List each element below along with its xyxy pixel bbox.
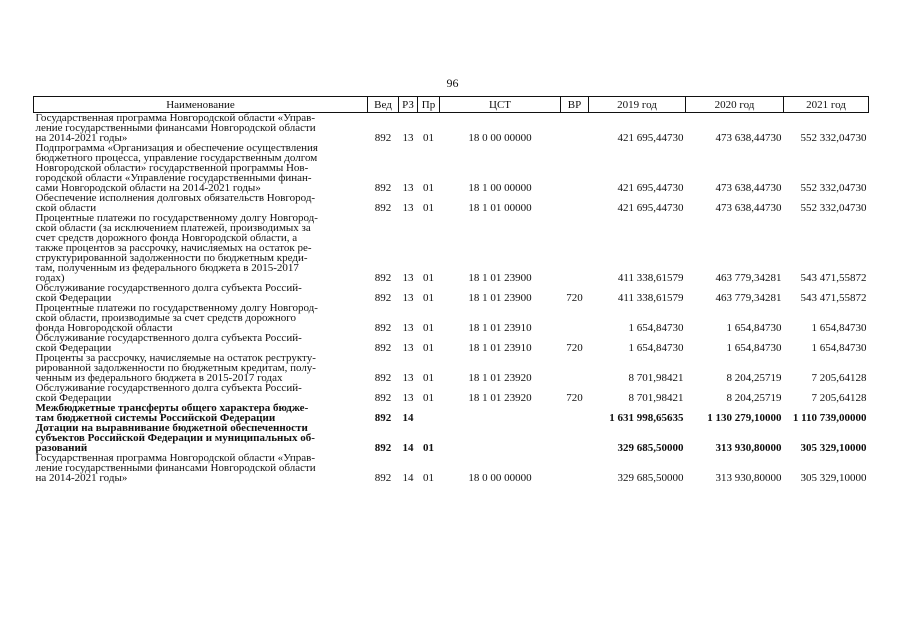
amount-2020-cell: 463 779,34281 (715, 292, 782, 304)
pr-cell: 01 (423, 472, 434, 484)
ved-cell: 892 (374, 322, 392, 334)
row-name-cell (34, 453, 368, 483)
table-row (34, 303, 869, 333)
table-row (34, 453, 869, 483)
row-name-line: Государственная программа Новгородской области «Управ- (35, 112, 316, 124)
table-header-row (34, 97, 869, 113)
row-name-cell (34, 303, 368, 333)
cst-cell: 18 1 01 23910 (468, 322, 532, 334)
pr-cell: 01 (423, 392, 434, 404)
amount-2021-cell: 552 332,04730 (800, 132, 867, 144)
header-pr: Пр (418, 97, 440, 113)
row-name-line: Дотации на выравнивание бюджетной обеспеченности (35, 422, 308, 434)
ved-cell: 892 (374, 412, 392, 424)
table-row (34, 213, 869, 283)
header-year-2020: 2020 год (686, 97, 784, 113)
table-body (34, 113, 869, 484)
row-name-cell (34, 383, 368, 403)
table-row (34, 333, 869, 353)
row-name-line: ской Федерации (35, 392, 112, 404)
row-name-line: Обслуживание государственного долга субъекта Россий- (35, 282, 302, 294)
amount-2020-cell: 313 930,80000 (715, 442, 782, 454)
row-name-line: Обслуживание государственного долга субъекта Россий- (35, 382, 302, 394)
pr-cell: 01 (423, 202, 434, 214)
row-name-line: там, полученным из федерального бюджета в 2015-2017 (35, 262, 299, 274)
amount-2019-cell: 329 685,50000 (617, 472, 684, 484)
cst-cell: 18 1 01 23910 (468, 342, 532, 354)
row-name-cell (34, 213, 368, 283)
page-number: 96 (446, 76, 459, 90)
table-row (34, 283, 869, 303)
amount-2020-cell: 8 204,25719 (726, 372, 782, 384)
table-row (34, 383, 869, 403)
row-name-line: там бюджетной системы Российской Федерации (35, 412, 276, 424)
rz-cell: 13 (402, 182, 414, 194)
vr-cell: 720 (566, 392, 583, 404)
header-cst: ЦСТ (440, 97, 561, 113)
row-name-line: ской области, производимые за счет средств дорожного (35, 312, 296, 324)
amount-2019-cell: 1 631 998,65635 (609, 412, 684, 424)
vr-cell (561, 423, 589, 453)
ved-cell: 892 (374, 292, 392, 304)
cst-cell (440, 423, 561, 453)
amount-2020-cell: 463 779,34281 (715, 272, 782, 284)
budget-table (33, 96, 869, 483)
row-name-line: разований (35, 442, 88, 454)
header-vr: ВР (561, 97, 589, 113)
amount-2020-cell: 1 654,84730 (726, 342, 782, 354)
row-name-cell (34, 113, 368, 144)
row-name-line: структурированной задолженности по бюджетным креди- (35, 252, 308, 264)
vr-cell (561, 193, 589, 213)
cst-cell: 18 1 00 00000 (468, 182, 532, 194)
amount-2020-cell: 1 130 279,10000 (707, 412, 782, 424)
amount-2019-cell: 411 338,61579 (617, 292, 684, 304)
cst-cell: 18 0 00 00000 (468, 472, 532, 484)
row-name-cell (34, 283, 368, 303)
pr-cell: 01 (423, 182, 434, 194)
ved-cell: 892 (374, 202, 392, 214)
row-name-line: ление государственными финансами Новгородской области (35, 462, 316, 474)
cst-cell: 18 0 00 00000 (468, 132, 532, 144)
vr-cell (561, 113, 589, 144)
row-name-cell (34, 403, 368, 423)
amount-2021-cell: 552 332,04730 (800, 202, 867, 214)
header-year-2021: 2021 год (784, 97, 869, 113)
header-year-2019: 2019 год (589, 97, 686, 113)
row-name-line: ление государственными финансами Новгородской области (35, 122, 316, 134)
vr-cell: 720 (566, 292, 583, 304)
amount-2020-cell: 473 638,44730 (715, 132, 782, 144)
row-name-cell (34, 353, 368, 383)
vr-cell (561, 213, 589, 283)
row-name-cell (34, 143, 368, 193)
row-name-line: Обеспечение исполнения долговых обязательств Новгород- (35, 192, 316, 204)
vr-cell (561, 403, 589, 423)
cst-cell: 18 1 01 23920 (468, 372, 532, 384)
amount-2021-cell: 305 329,10000 (800, 442, 867, 454)
amount-2021-cell: 543 471,55872 (800, 272, 867, 284)
pr-cell: 01 (423, 442, 434, 454)
amount-2021-cell: 1 654,84730 (811, 322, 867, 334)
amount-2019-cell: 8 701,98421 (628, 372, 684, 384)
amount-2019-cell: 421 695,44730 (617, 132, 684, 144)
cst-cell: 18 1 01 23920 (468, 392, 532, 404)
row-name-line: городской области «Управление государственными финан- (35, 172, 312, 184)
amount-2021-cell: 305 329,10000 (800, 472, 867, 484)
amount-2020-cell: 1 654,84730 (726, 322, 782, 334)
pr-cell: 01 (423, 322, 434, 334)
row-name-line: Процентные платежи по государственному долгу Новгород- (35, 302, 318, 314)
rz-cell: 13 (402, 202, 414, 214)
row-name-line: рированной задолженности по бюджетным кредитам, полу- (35, 362, 316, 374)
amount-2019-cell: 1 654,84730 (628, 322, 684, 334)
amount-2019-cell: 411 338,61579 (617, 272, 684, 284)
row-name-line: ченным из федерального бюджета в 2015-2017 годах (35, 372, 283, 384)
row-name-line: годах) (35, 272, 65, 284)
ved-cell: 892 (374, 132, 392, 144)
row-name-line: ской области (35, 202, 97, 214)
table-row (34, 403, 869, 423)
vr-cell (561, 303, 589, 333)
pr-cell: 01 (423, 372, 434, 384)
rz-cell: 14 (402, 472, 414, 484)
row-name-cell (34, 423, 368, 453)
row-name-line: Новгородской области» государственной программы Нов- (35, 162, 309, 174)
ved-cell: 892 (374, 372, 392, 384)
header-ved: Вед (368, 97, 399, 113)
rz-cell: 13 (402, 132, 414, 144)
ved-cell: 892 (374, 342, 392, 354)
cst-cell: 18 1 01 23900 (468, 272, 532, 284)
row-name-line: ской Федерации (35, 342, 112, 354)
ved-cell: 892 (374, 272, 392, 284)
table-row (34, 423, 869, 453)
rz-cell: 13 (402, 342, 414, 354)
ved-cell: 892 (374, 472, 392, 484)
row-name-line: ской области (за исключением платежей, производимых за (35, 222, 311, 234)
cst-cell (440, 403, 561, 423)
cst-cell: 18 1 01 00000 (468, 202, 532, 214)
amount-2021-cell: 7 205,64128 (811, 392, 867, 404)
rz-cell: 14 (402, 412, 414, 424)
amount-2020-cell: 313 930,80000 (715, 472, 782, 484)
row-name-line: Обслуживание государственного долга субъекта Россий- (35, 332, 302, 344)
amount-2021-cell: 1 110 739,00000 (792, 412, 867, 424)
amount-2019-cell: 421 695,44730 (617, 202, 684, 214)
row-name-line: Государственная программа Новгородской области «Управ- (35, 452, 316, 464)
ved-cell: 892 (374, 182, 392, 194)
amount-2019-cell: 329 685,50000 (617, 442, 684, 454)
rz-cell: 13 (402, 322, 414, 334)
row-name-line: субъектов Российской Федерации и муниципальных об- (35, 432, 315, 444)
row-name-line: также процентов за рассрочку, начисляемых на остаток ре- (35, 242, 312, 254)
row-name-line: ской Федерации (35, 292, 112, 304)
row-name-line: Процентные платежи по государственному долгу Новгород- (35, 212, 318, 224)
row-name-line: Проценты за рассрочку, начисляемые на остаток реструкту- (35, 352, 316, 364)
row-name-line: бюджетного процесса, управление государственным долгом (35, 152, 318, 164)
table-row (34, 113, 869, 144)
amount-2020-cell: 473 638,44730 (715, 182, 782, 194)
rz-cell: 13 (402, 392, 414, 404)
pr-cell (418, 403, 440, 423)
row-name-line: на 2014-2021 годы» (35, 472, 128, 484)
amount-2019-cell: 421 695,44730 (617, 182, 684, 194)
header-name: Наименование (34, 97, 368, 113)
vr-cell (561, 353, 589, 383)
amount-2021-cell: 543 471,55872 (800, 292, 867, 304)
header-rz: РЗ (399, 97, 418, 113)
rz-cell: 13 (402, 292, 414, 304)
vr-cell (561, 453, 589, 483)
amount-2019-cell: 8 701,98421 (628, 392, 684, 404)
pr-cell: 01 (423, 132, 434, 144)
row-name-line: фонда Новгородской области (35, 322, 173, 334)
amount-2019-cell: 1 654,84730 (628, 342, 684, 354)
row-name-line: Подпрограмма «Организация и обеспечение осуществления (35, 142, 318, 154)
table-row (34, 193, 869, 213)
amount-2021-cell: 7 205,64128 (811, 372, 867, 384)
table-row (34, 143, 869, 193)
vr-cell (561, 143, 589, 193)
ved-cell: 892 (374, 392, 392, 404)
pr-cell: 01 (423, 292, 434, 304)
row-name-line: сами Новгородской области на 2014-2021 годы» (35, 182, 261, 194)
row-name-line: счет средств дорожного фонда Новгородской области, а (35, 232, 298, 244)
rz-cell: 13 (402, 272, 414, 284)
row-name-cell (34, 193, 368, 213)
ved-cell: 892 (374, 442, 392, 454)
pr-cell: 01 (423, 272, 434, 284)
amount-2021-cell: 552 332,04730 (800, 182, 867, 194)
rz-cell: 14 (402, 442, 414, 454)
amount-2021-cell: 1 654,84730 (811, 342, 867, 354)
row-name-line: на 2014-2021 годы» (35, 132, 128, 144)
vr-cell: 720 (566, 342, 583, 354)
cst-cell: 18 1 01 23900 (468, 292, 532, 304)
amount-2020-cell: 473 638,44730 (715, 202, 782, 214)
row-name-cell (34, 333, 368, 353)
amount-2020-cell: 8 204,25719 (726, 392, 782, 404)
pr-cell: 01 (423, 342, 434, 354)
table-row (34, 353, 869, 383)
row-name-line: Межбюджетные трансферты общего характера бюдже- (35, 402, 309, 414)
rz-cell: 13 (402, 372, 414, 384)
